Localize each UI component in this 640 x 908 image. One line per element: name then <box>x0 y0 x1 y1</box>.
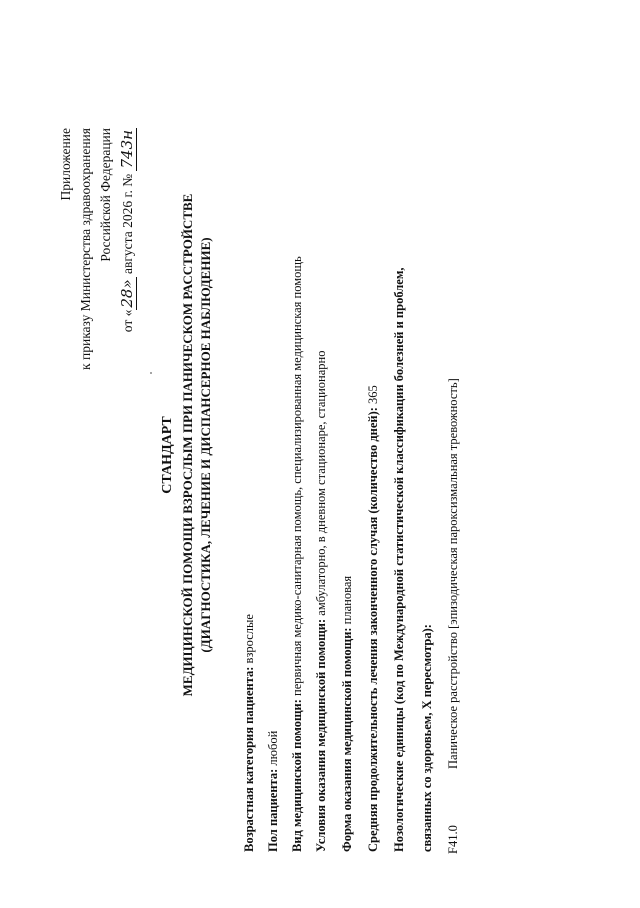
field-label: Возрастная категория пациента: <box>242 666 256 852</box>
handwritten-day: 28» <box>118 279 136 308</box>
field-care-conditions <box>314 351 329 852</box>
field-value: взрослые <box>242 614 256 667</box>
field-nosology-line2 <box>420 624 435 852</box>
field-value: плановая <box>340 575 354 628</box>
standard-title: СТАНДАРТ <box>160 416 175 494</box>
field-care-type <box>290 256 305 852</box>
field-care-form <box>340 576 355 852</box>
field-value: первичная медико-санитарная помощь, специализированная медицинская помощь <box>290 256 304 700</box>
field-label: связанных со здоровьем, X пересмотра): <box>420 624 434 852</box>
field-label: Вид медицинской помощи: <box>290 699 304 852</box>
field-nosology-line1 <box>392 268 407 852</box>
field-sex <box>266 731 281 852</box>
field-value: 365 <box>366 385 380 408</box>
appendix-federation-line: Российской Федерации <box>98 128 113 262</box>
appendix-date-line <box>118 128 137 332</box>
date-middle: августа 2026 г. № <box>120 173 135 278</box>
nosology-code: F41.0 <box>446 825 460 854</box>
appendix-order-line: к приказу Министерства здравоохранения <box>78 128 93 370</box>
handwritten-number: 743н <box>118 130 136 169</box>
date-prefix: от « <box>120 309 135 333</box>
field-label: Нозологические единицы (код по Международной статистической классификации болезней и проблем, <box>392 267 406 852</box>
appendix-title: Приложение <box>58 128 73 201</box>
field-value: амбулаторно, в дневном стационаре, стационарно <box>314 350 328 619</box>
standard-subtitle: МЕДИЦИНСКОЙ ПОМОЩИ ВЗРОСЛЫМ ПРИ ПАНИЧЕСКОМ РАССТРОЙСТВЕ <box>180 193 195 697</box>
field-label: Средняя продолжительность лечения законченного случая (количество дней): <box>366 407 380 852</box>
field-label: Пол пациента: <box>266 768 280 852</box>
field-duration <box>366 385 381 852</box>
field-label: Условия оказания медицинской помощи: <box>314 618 328 852</box>
field-age-category <box>242 614 257 852</box>
standard-subtitle-scope: (ДИАГНОСТИКА, ЛЕЧЕНИЕ И ДИСПАНСЕРНОЕ НАБЛЮДЕНИЕ) <box>198 237 213 653</box>
nosology-description: Паническое расстройство [эпизодическая пароксизмальная тревожность] <box>446 378 460 769</box>
field-label: Форма оказания медицинской помощи: <box>340 627 354 852</box>
field-value: любой <box>266 730 280 769</box>
scan-speck <box>150 372 152 374</box>
